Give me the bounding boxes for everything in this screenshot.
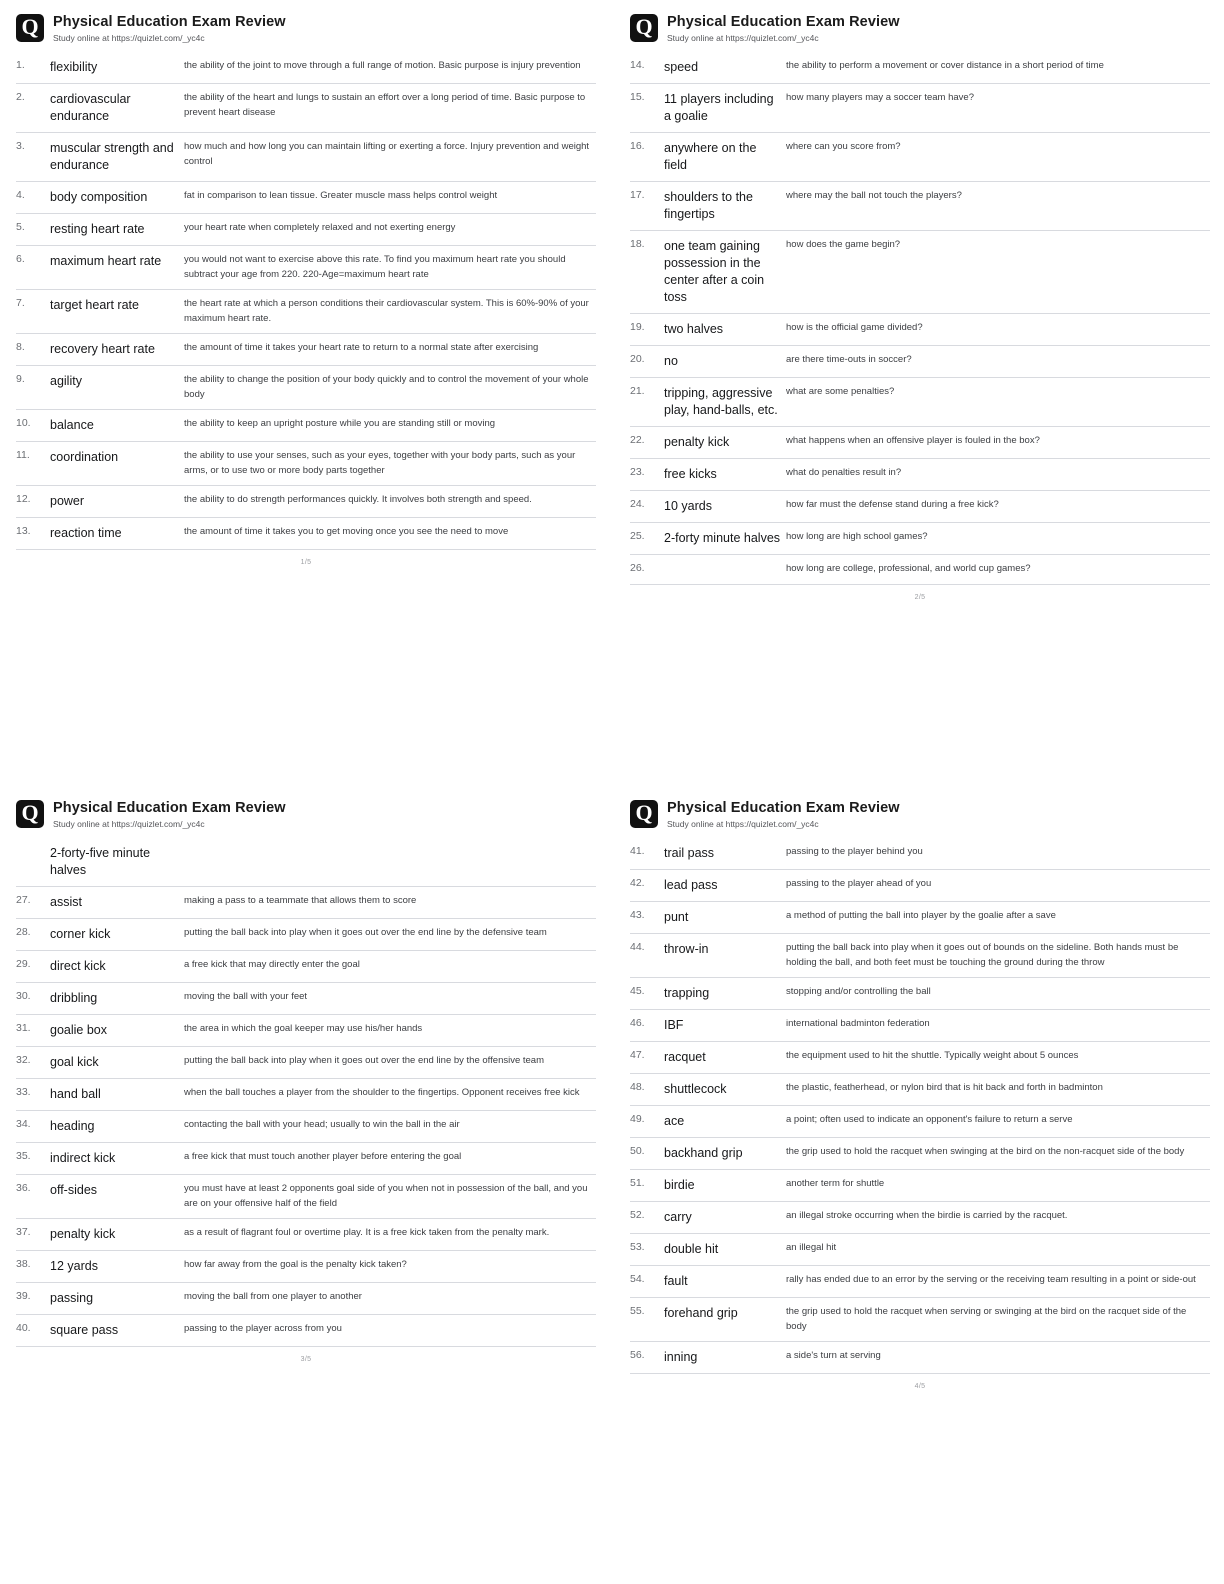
row-term: one team gaining possession in the center after a coin toss bbox=[664, 231, 786, 314]
row-definition: passing to the player ahead of you bbox=[786, 870, 1210, 902]
row-number: 47. bbox=[630, 1042, 664, 1074]
row-definition: how long are college, professional, and world cup games? bbox=[786, 555, 1210, 585]
table-row bbox=[16, 246, 596, 290]
row-term: birdie bbox=[664, 1170, 786, 1202]
table-row bbox=[630, 934, 1210, 978]
row-number: 21. bbox=[630, 378, 664, 427]
row-definition: the ability to use your senses, such as your eyes, together with your body parts, such as your arms, or to use two or more body parts together bbox=[184, 442, 596, 486]
row-definition: how long are high school games? bbox=[786, 523, 1210, 555]
row-term: punt bbox=[664, 902, 786, 934]
row-definition: the ability to do strength performances quickly. It involves both strength and speed. bbox=[184, 486, 596, 518]
row-definition: how far away from the goal is the penalty kick taken? bbox=[184, 1251, 596, 1283]
flashcard-table-3 bbox=[16, 838, 596, 1347]
row-definition: an illegal hit bbox=[786, 1234, 1210, 1266]
row-definition: what do penalties result in? bbox=[786, 459, 1210, 491]
row-definition: another term for shuttle bbox=[786, 1170, 1210, 1202]
row-definition: the amount of time it takes you to get moving once you see the need to move bbox=[184, 518, 596, 550]
row-number: 41. bbox=[630, 838, 664, 870]
row-definition: contacting the ball with your head; usually to win the ball in the air bbox=[184, 1111, 596, 1143]
row-number: 5. bbox=[16, 214, 50, 246]
study-guide-page-4 bbox=[630, 800, 1210, 1575]
table-row bbox=[630, 427, 1210, 459]
table-row bbox=[630, 1106, 1210, 1138]
row-number: 44. bbox=[630, 934, 664, 978]
table-row bbox=[16, 518, 596, 550]
table-row bbox=[630, 978, 1210, 1010]
table-row bbox=[16, 334, 596, 366]
row-term: body composition bbox=[50, 182, 184, 214]
row-definition: putting the ball back into play when it goes out over the end line by the offensive team bbox=[184, 1047, 596, 1079]
row-term: goal kick bbox=[50, 1047, 184, 1079]
row-number: 25. bbox=[630, 523, 664, 555]
table-row bbox=[16, 486, 596, 518]
row-number: 2. bbox=[16, 84, 50, 133]
row-term: goalie box bbox=[50, 1015, 184, 1047]
page-number: 4/5 bbox=[914, 1383, 926, 1390]
row-number: 48. bbox=[630, 1074, 664, 1106]
row-term: 11 players including a goalie bbox=[664, 84, 786, 133]
table-row bbox=[630, 1298, 1210, 1342]
study-link[interactable]: Study online at https://quizlet.com/_yc4c bbox=[53, 33, 205, 43]
row-definition: the grip used to hold the racquet when serving or swinging at the bird on the racquet side of the body bbox=[786, 1298, 1210, 1342]
row-definition: rally has ended due to an error by the serving or the receiving team resulting in a point or side-out bbox=[786, 1266, 1210, 1298]
row-number: 19. bbox=[630, 314, 664, 346]
row-term: trapping bbox=[664, 978, 786, 1010]
row-number: 28. bbox=[16, 919, 50, 951]
row-definition: what are some penalties? bbox=[786, 378, 1210, 427]
row-number: 14. bbox=[630, 52, 664, 84]
row-definition: fat in comparison to lean tissue. Greater muscle mass helps control weight bbox=[184, 182, 596, 214]
table-row bbox=[16, 84, 596, 133]
row-number: 53. bbox=[630, 1234, 664, 1266]
row-definition: the amount of time it takes your heart rate to return to a normal state after exercising bbox=[184, 334, 596, 366]
row-term: double hit bbox=[664, 1234, 786, 1266]
page-header bbox=[630, 800, 1210, 830]
row-term: target heart rate bbox=[50, 290, 184, 334]
row-term: hand ball bbox=[50, 1079, 184, 1111]
row-term: anywhere on the field bbox=[664, 133, 786, 182]
row-definition: the ability to keep an upright posture while you are standing still or moving bbox=[184, 410, 596, 442]
study-link[interactable]: Study online at https://quizlet.com/_yc4c bbox=[667, 33, 819, 43]
row-definition: the equipment used to hit the shuttle. Typically weight about 5 ounces bbox=[786, 1042, 1210, 1074]
row-number: 17. bbox=[630, 182, 664, 231]
row-number: 43. bbox=[630, 902, 664, 934]
row-term: throw-in bbox=[664, 934, 786, 978]
table-row bbox=[16, 290, 596, 334]
row-number: 55. bbox=[630, 1298, 664, 1342]
table-row bbox=[630, 491, 1210, 523]
row-definition: how far must the defense stand during a free kick? bbox=[786, 491, 1210, 523]
row-number: 3. bbox=[16, 133, 50, 182]
table-row bbox=[630, 523, 1210, 555]
row-number: 34. bbox=[16, 1111, 50, 1143]
row-term: fault bbox=[664, 1266, 786, 1298]
table-row bbox=[16, 52, 596, 84]
page-number: 1/5 bbox=[300, 559, 312, 566]
row-term: off-sides bbox=[50, 1175, 184, 1219]
table-row bbox=[630, 870, 1210, 902]
study-link[interactable]: Study online at https://quizlet.com/_yc4c bbox=[53, 819, 205, 829]
row-term: heading bbox=[50, 1111, 184, 1143]
table-row bbox=[16, 1175, 596, 1219]
study-guide-page-2 bbox=[630, 14, 1210, 774]
row-definition bbox=[184, 838, 596, 887]
table-row bbox=[16, 410, 596, 442]
table-row bbox=[16, 442, 596, 486]
row-term: reaction time bbox=[50, 518, 184, 550]
row-number: 6. bbox=[16, 246, 50, 290]
row-term: penalty kick bbox=[50, 1219, 184, 1251]
row-number: 30. bbox=[16, 983, 50, 1015]
row-term: IBF bbox=[664, 1010, 786, 1042]
row-number: 10. bbox=[16, 410, 50, 442]
row-definition: a point; often used to indicate an opponent's failure to return a serve bbox=[786, 1106, 1210, 1138]
row-number: 45. bbox=[630, 978, 664, 1010]
row-number: 39. bbox=[16, 1283, 50, 1315]
row-number: 8. bbox=[16, 334, 50, 366]
table-row bbox=[16, 214, 596, 246]
flashcard-table-2 bbox=[630, 52, 1210, 585]
row-number: 18. bbox=[630, 231, 664, 314]
study-guide-page-3 bbox=[16, 800, 596, 1575]
row-number: 24. bbox=[630, 491, 664, 523]
row-term: two halves bbox=[664, 314, 786, 346]
table-row bbox=[630, 1202, 1210, 1234]
row-term: racquet bbox=[664, 1042, 786, 1074]
table-row bbox=[630, 902, 1210, 934]
table-row bbox=[630, 1234, 1210, 1266]
row-definition: the ability of the joint to move through a full range of motion. Basic purpose is injury prevention bbox=[184, 52, 596, 84]
row-number: 9. bbox=[16, 366, 50, 410]
row-definition: as a result of flagrant foul or overtime play. It is a free kick taken from the penalty mark. bbox=[184, 1219, 596, 1251]
row-definition: the ability to change the position of your body quickly and to control the movement of your whole body bbox=[184, 366, 596, 410]
table-row bbox=[630, 378, 1210, 427]
row-definition: where can you score from? bbox=[786, 133, 1210, 182]
row-definition: how much and how long you can maintain lifting or exerting a force. Injury prevention and weight control bbox=[184, 133, 596, 182]
row-term: shoulders to the fingertips bbox=[664, 182, 786, 231]
row-definition: how is the official game divided? bbox=[786, 314, 1210, 346]
row-term: direct kick bbox=[50, 951, 184, 983]
page-title: Physical Education Exam Review bbox=[53, 800, 286, 816]
row-number: 51. bbox=[630, 1170, 664, 1202]
page-header bbox=[630, 14, 1210, 44]
row-number: 35. bbox=[16, 1143, 50, 1175]
row-definition: you must have at least 2 opponents goal side of you when not in possession of the ball, and you are on your offensive half of the field bbox=[184, 1175, 596, 1219]
row-term: trail pass bbox=[664, 838, 786, 870]
flashcard-table-4 bbox=[630, 838, 1210, 1374]
table-row-continuation bbox=[16, 838, 596, 887]
row-term: agility bbox=[50, 366, 184, 410]
row-definition: international badminton federation bbox=[786, 1010, 1210, 1042]
row-definition: putting the ball back into play when it goes out over the end line by the defensive team bbox=[184, 919, 596, 951]
row-definition: a method of putting the ball into player by the goalie after a save bbox=[786, 902, 1210, 934]
row-term: no bbox=[664, 346, 786, 378]
row-term: free kicks bbox=[664, 459, 786, 491]
row-definition: putting the ball back into play when it goes out of bounds on the sideline. Both hands must be holding the ball, and both feet must be touching the ground during the throw bbox=[786, 934, 1210, 978]
row-number: 12. bbox=[16, 486, 50, 518]
row-term: tripping, aggressive play, hand-balls, etc. bbox=[664, 378, 786, 427]
row-term: coordination bbox=[50, 442, 184, 486]
quizlet-logo-icon: Q bbox=[16, 800, 44, 828]
row-term: penalty kick bbox=[664, 427, 786, 459]
table-row bbox=[16, 951, 596, 983]
row-term: power bbox=[50, 486, 184, 518]
row-term: flexibility bbox=[50, 52, 184, 84]
table-row bbox=[630, 346, 1210, 378]
table-row bbox=[16, 1251, 596, 1283]
row-number: 13. bbox=[16, 518, 50, 550]
table-row bbox=[16, 1111, 596, 1143]
page-title: Physical Education Exam Review bbox=[53, 14, 286, 30]
row-term: indirect kick bbox=[50, 1143, 184, 1175]
row-number: 1. bbox=[16, 52, 50, 84]
row-number: 31. bbox=[16, 1015, 50, 1047]
row-term: square pass bbox=[50, 1315, 184, 1347]
row-term: forehand grip bbox=[664, 1298, 786, 1342]
row-number: 50. bbox=[630, 1138, 664, 1170]
table-row bbox=[630, 84, 1210, 133]
table-row bbox=[630, 1074, 1210, 1106]
row-term: shuttlecock bbox=[664, 1074, 786, 1106]
row-definition: you would not want to exercise above this rate. To find you maximum heart rate you should subtract your age from 220. 220-Age=maximum heart rate bbox=[184, 246, 596, 290]
table-row bbox=[630, 314, 1210, 346]
table-row bbox=[630, 1266, 1210, 1298]
row-term: 12 yards bbox=[50, 1251, 184, 1283]
row-definition: passing to the player across from you bbox=[184, 1315, 596, 1347]
table-row bbox=[630, 1138, 1210, 1170]
table-row bbox=[630, 838, 1210, 870]
table-row bbox=[630, 459, 1210, 491]
row-definition: an illegal stroke occurring when the birdie is carried by the racquet. bbox=[786, 1202, 1210, 1234]
row-number: 26. bbox=[630, 555, 664, 585]
row-definition: how does the game begin? bbox=[786, 231, 1210, 314]
table-row bbox=[630, 555, 1210, 585]
row-number: 15. bbox=[630, 84, 664, 133]
row-number: 36. bbox=[16, 1175, 50, 1219]
row-definition: passing to the player behind you bbox=[786, 838, 1210, 870]
row-definition: moving the ball with your feet bbox=[184, 983, 596, 1015]
row-definition: the area in which the goal keeper may use his/her hands bbox=[184, 1015, 596, 1047]
table-row bbox=[16, 1015, 596, 1047]
row-term: balance bbox=[50, 410, 184, 442]
table-row bbox=[630, 231, 1210, 314]
page-number: 2/5 bbox=[914, 593, 926, 601]
quizlet-logo-icon: Q bbox=[16, 14, 44, 42]
row-term: carry bbox=[664, 1202, 786, 1234]
row-definition: making a pass to a teammate that allows them to score bbox=[184, 887, 596, 919]
row-term: recovery heart rate bbox=[50, 334, 184, 366]
row-term: passing bbox=[50, 1283, 184, 1315]
table-row bbox=[630, 1010, 1210, 1042]
row-definition: the heart rate at which a person conditions their cardiovascular system. This is 60%-90% of your maximum heart rate. bbox=[184, 290, 596, 334]
row-definition: moving the ball from one player to another bbox=[184, 1283, 596, 1315]
row-term: lead pass bbox=[664, 870, 786, 902]
row-number: 49. bbox=[630, 1106, 664, 1138]
row-definition: the ability to perform a movement or cover distance in a short period of time bbox=[786, 52, 1210, 84]
table-row bbox=[630, 182, 1210, 231]
table-row bbox=[16, 1143, 596, 1175]
row-definition: a side's turn at serving bbox=[786, 1342, 1210, 1374]
row-term: inning bbox=[664, 1342, 786, 1374]
row-term: assist bbox=[50, 887, 184, 919]
row-term: 10 yards bbox=[664, 491, 786, 523]
quizlet-logo-icon: Q bbox=[630, 800, 658, 828]
table-row bbox=[16, 1283, 596, 1315]
table-row bbox=[630, 1042, 1210, 1074]
table-row bbox=[16, 133, 596, 182]
page-header bbox=[16, 14, 596, 44]
row-number: 22. bbox=[630, 427, 664, 459]
table-row bbox=[16, 919, 596, 951]
row-number: 38. bbox=[16, 1251, 50, 1283]
row-definition: the ability of the heart and lungs to sustain an effort over a long period of time. Basic purpose to prevent heart disease bbox=[184, 84, 596, 133]
row-term: backhand grip bbox=[664, 1138, 786, 1170]
page-number: 3/5 bbox=[300, 1356, 312, 1363]
row-term: cardiovascular endurance bbox=[50, 84, 184, 133]
table-row bbox=[630, 1170, 1210, 1202]
page-title: Physical Education Exam Review bbox=[667, 800, 900, 816]
row-term bbox=[664, 555, 786, 585]
table-row bbox=[630, 1342, 1210, 1374]
row-number: 23. bbox=[630, 459, 664, 491]
table-row bbox=[16, 1079, 596, 1111]
row-definition: your heart rate when completely relaxed and not exerting energy bbox=[184, 214, 596, 246]
row-term: muscular strength and endurance bbox=[50, 133, 184, 182]
table-row bbox=[630, 133, 1210, 182]
row-number: 16. bbox=[630, 133, 664, 182]
study-guide-page-1 bbox=[16, 14, 596, 774]
table-row bbox=[16, 1219, 596, 1251]
study-link[interactable]: Study online at https://quizlet.com/_yc4c bbox=[667, 819, 819, 829]
row-number: 42. bbox=[630, 870, 664, 902]
row-definition: stopping and/or controlling the ball bbox=[786, 978, 1210, 1010]
row-number: 27. bbox=[16, 887, 50, 919]
row-number: 4. bbox=[16, 182, 50, 214]
row-definition: how many players may a soccer team have? bbox=[786, 84, 1210, 133]
row-term: dribbling bbox=[50, 983, 184, 1015]
row-definition: are there time-outs in soccer? bbox=[786, 346, 1210, 378]
row-term: corner kick bbox=[50, 919, 184, 951]
row-definition: a free kick that must touch another player before entering the goal bbox=[184, 1143, 596, 1175]
table-row bbox=[16, 1047, 596, 1079]
row-term: maximum heart rate bbox=[50, 246, 184, 290]
row-term: 2-forty minute halves bbox=[664, 523, 786, 555]
row-number: 46. bbox=[630, 1010, 664, 1042]
row-number: 40. bbox=[16, 1315, 50, 1347]
quizlet-logo-icon: Q bbox=[630, 14, 658, 42]
row-number bbox=[16, 838, 50, 887]
row-term: ace bbox=[664, 1106, 786, 1138]
row-definition: a free kick that may directly enter the goal bbox=[184, 951, 596, 983]
table-row bbox=[630, 52, 1210, 84]
row-number: 52. bbox=[630, 1202, 664, 1234]
row-definition: where may the ball not touch the players? bbox=[786, 182, 1210, 231]
row-term: speed bbox=[664, 52, 786, 84]
table-row bbox=[16, 887, 596, 919]
row-number: 54. bbox=[630, 1266, 664, 1298]
row-definition: the grip used to hold the racquet when swinging at the bird on the non-racquet side of the body bbox=[786, 1138, 1210, 1170]
table-row bbox=[16, 366, 596, 410]
row-definition: when the ball touches a player from the shoulder to the fingertips. Opponent receives free kick bbox=[184, 1079, 596, 1111]
row-definition: what happens when an offensive player is fouled in the box? bbox=[786, 427, 1210, 459]
row-number: 29. bbox=[16, 951, 50, 983]
row-number: 37. bbox=[16, 1219, 50, 1251]
page-title: Physical Education Exam Review bbox=[667, 14, 900, 30]
row-term: resting heart rate bbox=[50, 214, 184, 246]
table-row bbox=[16, 1315, 596, 1347]
continuation-term: 2-forty-five minute halves bbox=[50, 838, 184, 887]
row-number: 11. bbox=[16, 442, 50, 486]
table-row bbox=[16, 182, 596, 214]
row-number: 20. bbox=[630, 346, 664, 378]
row-number: 32. bbox=[16, 1047, 50, 1079]
table-row bbox=[16, 983, 596, 1015]
row-number: 56. bbox=[630, 1342, 664, 1374]
row-number: 33. bbox=[16, 1079, 50, 1111]
page-header bbox=[16, 800, 596, 830]
row-number: 7. bbox=[16, 290, 50, 334]
row-definition: the plastic, featherhead, or nylon bird that is hit back and forth in badminton bbox=[786, 1074, 1210, 1106]
flashcard-table-1 bbox=[16, 52, 596, 550]
